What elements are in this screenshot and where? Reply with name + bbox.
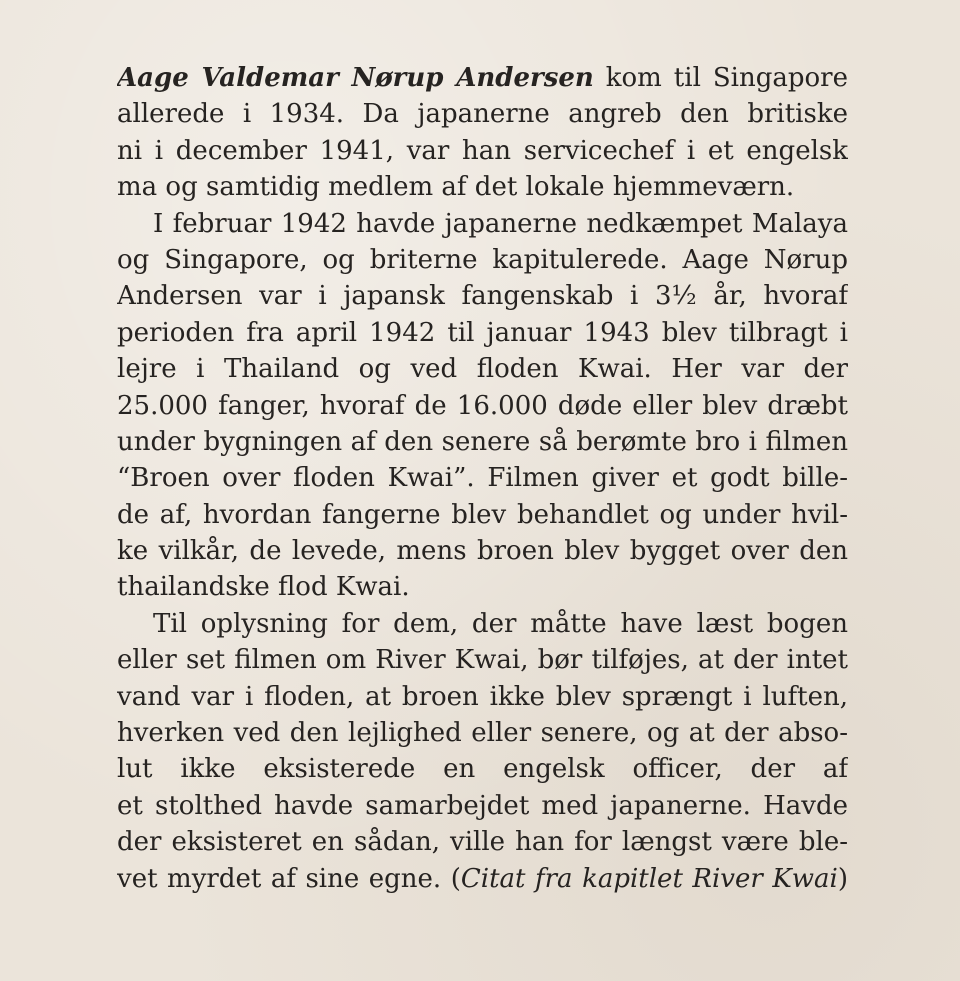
text-line: ke vilkår, de levede, mens broen blev bygget over den (117, 536, 848, 567)
text-line: perioden fra april 1942 til januar 1943 blev tilbragt i (117, 317, 848, 348)
text-line: Til oplysning for dem, der måtte have læst bogen (153, 608, 848, 639)
citation: Citat fra kapitlet River Kwai (460, 863, 838, 894)
text-line (117, 861, 848, 897)
text-line: hverken ved den lejlighed eller senere, og at der abso- (117, 718, 848, 749)
text-line-content: vet myrdet af sine egne. (117, 863, 442, 894)
text-line: thailandske flod Kwai. (117, 572, 410, 603)
person-name: Aage Valdemar Nørup Andersen (117, 63, 594, 93)
text-line: vand var i floden, at broen ikke blev sprængt i luften, (117, 681, 848, 712)
text-line: der eksisteret en sådan, ville han for længst være ble- (117, 827, 848, 858)
text-line: 25.000 fanger, hvoraf de 16.000 døde eller blev dræbt (117, 390, 848, 421)
paragraph-1 (117, 60, 848, 206)
text-line: og Singapore, og briterne kapitulerede. Aage Nørup (117, 244, 848, 275)
paragraph-2 (117, 206, 848, 606)
text-line: ma og samtidig medlem af det lokale hjemmeværn. (117, 172, 795, 203)
text-line: “Broen over floden Kwai”. Filmen giver et godt bille- (117, 463, 848, 494)
text-line: Andersen var i japansk fangenskab i 3½ år, hvoraf (117, 281, 848, 312)
paragraph-3 (117, 606, 848, 897)
body-text (117, 60, 848, 897)
text-line: eller set filmen om River Kwai, bør tilføjes, at der intet (117, 645, 848, 676)
text-line: under bygningen af den senere så berømte bro i filmen (117, 426, 848, 457)
text-line: allerede i 1934. Da japanerne angreb den britiske (117, 99, 848, 130)
citation-open-paren: ( (441, 863, 461, 894)
text-line: I februar 1942 havde japanerne nedkæmpet Malaya (153, 208, 848, 239)
text-line: lejre i Thailand og ved floden Kwai. Her var der (117, 354, 848, 385)
text-line: et stolthed havde samarbejdet med japanerne. Havde (117, 790, 848, 821)
text-line-content: kom til Singapore (593, 63, 848, 93)
citation-close-paren: ) (837, 863, 848, 894)
text-line (117, 60, 848, 96)
text-line: ni i december 1941, var han servicechef i et engelsk (117, 135, 848, 166)
text-line: lut ikke eksisterede en engelsk officer, der af (117, 754, 848, 785)
text-line: de af, hvordan fangerne blev behandlet og under hvil- (117, 499, 848, 530)
